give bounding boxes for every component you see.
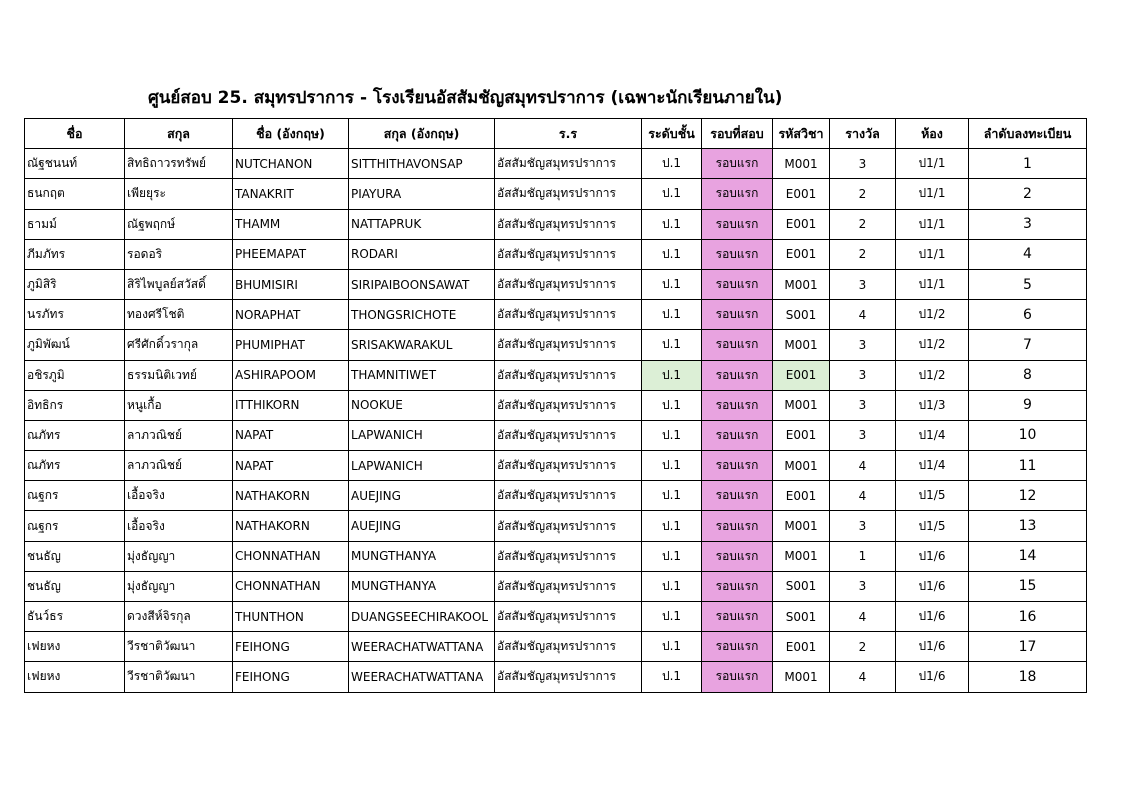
- cell-award: 3: [830, 390, 896, 420]
- cell-first-name: ธามม์: [25, 209, 125, 239]
- cell-grade: ป.1: [642, 541, 702, 571]
- cell-award: 3: [830, 511, 896, 541]
- cell-last-name: ดวงสีห์จิรกุล: [125, 602, 233, 632]
- cell-award: 4: [830, 451, 896, 481]
- cell-round: รอบแรก: [702, 511, 773, 541]
- table-row: [25, 239, 1087, 269]
- cell-first-name-en: FEIHONG: [233, 632, 349, 662]
- cell-round: รอบแรก: [702, 209, 773, 239]
- cell-last-name: เอื้อจริง: [125, 481, 233, 511]
- cell-round: รอบแรก: [702, 300, 773, 330]
- cell-first-name: ภูมิสิริ: [25, 269, 125, 299]
- cell-award: 4: [830, 662, 896, 692]
- cell-reg-order: 11: [969, 451, 1087, 481]
- cell-grade: ป.1: [642, 209, 702, 239]
- cell-first-name: ชนธัญ: [25, 541, 125, 571]
- cell-room: ป1/4: [896, 420, 969, 450]
- table-row: [25, 330, 1087, 360]
- header-reg-order: ลำดับลงทะเบียน: [969, 119, 1087, 149]
- cell-award: 2: [830, 179, 896, 209]
- cell-subject-code: E001: [773, 481, 830, 511]
- cell-grade: ป.1: [642, 330, 702, 360]
- header-grade: ระดับชั้น: [642, 119, 702, 149]
- table-row: [25, 390, 1087, 420]
- cell-last-name: ศรีศักดิ์วรากุล: [125, 330, 233, 360]
- cell-first-name-en: TANAKRIT: [233, 179, 349, 209]
- cell-grade: ป.1: [642, 239, 702, 269]
- cell-reg-order: 12: [969, 481, 1087, 511]
- cell-room: ป1/1: [896, 269, 969, 299]
- table-header-row: [25, 119, 1087, 149]
- cell-grade: ป.1: [642, 481, 702, 511]
- cell-last-name-en: PIAYURA: [349, 179, 495, 209]
- cell-round: รอบแรก: [702, 571, 773, 601]
- table-row: [25, 571, 1087, 601]
- cell-subject-code: E001: [773, 239, 830, 269]
- cell-room: ป1/1: [896, 179, 969, 209]
- cell-grade: ป.1: [642, 511, 702, 541]
- cell-school: อัสสัมชัญสมุทรปราการ: [495, 269, 642, 299]
- cell-last-name: วีรชาติวัฒนา: [125, 632, 233, 662]
- cell-room: ป1/5: [896, 511, 969, 541]
- cell-room: ป1/1: [896, 209, 969, 239]
- cell-reg-order: 1: [969, 149, 1087, 179]
- cell-last-name: ทองศรีโชติ: [125, 300, 233, 330]
- header-first-name-en: ชื่อ (อังกฤษ): [233, 119, 349, 149]
- cell-room: ป1/6: [896, 632, 969, 662]
- cell-award: 3: [830, 330, 896, 360]
- cell-room: ป1/2: [896, 360, 969, 390]
- cell-grade: ป.1: [642, 149, 702, 179]
- cell-last-name-en: LAPWANICH: [349, 420, 495, 450]
- cell-first-name-en: THAMM: [233, 209, 349, 239]
- header-room: ห้อง: [896, 119, 969, 149]
- cell-last-name: ธรรมนิติเวทย์: [125, 360, 233, 390]
- cell-grade: ป.1: [642, 300, 702, 330]
- cell-first-name: ณัฐชนนท์: [25, 149, 125, 179]
- cell-subject-code: E001: [773, 360, 830, 390]
- table-row: [25, 481, 1087, 511]
- cell-subject-code: M001: [773, 451, 830, 481]
- cell-first-name: ภูมิพัฒน์: [25, 330, 125, 360]
- cell-room: ป1/6: [896, 662, 969, 692]
- cell-reg-order: 15: [969, 571, 1087, 601]
- cell-award: 3: [830, 269, 896, 299]
- cell-first-name-en: NUTCHANON: [233, 149, 349, 179]
- cell-award: 2: [830, 239, 896, 269]
- cell-school: อัสสัมชัญสมุทรปราการ: [495, 390, 642, 420]
- cell-subject-code: M001: [773, 511, 830, 541]
- cell-last-name-en: DUANGSEECHIRAKOOL: [349, 602, 495, 632]
- header-subject-code: รหัสวิชา: [773, 119, 830, 149]
- table-row: [25, 149, 1087, 179]
- header-school: ร.ร: [495, 119, 642, 149]
- cell-grade: ป.1: [642, 632, 702, 662]
- cell-school: อัสสัมชัญสมุทรปราการ: [495, 541, 642, 571]
- cell-last-name-en: WEERACHATWATTANA: [349, 632, 495, 662]
- cell-school: อัสสัมชัญสมุทรปราการ: [495, 179, 642, 209]
- cell-first-name-en: BHUMISIRI: [233, 269, 349, 299]
- cell-school: อัสสัมชัญสมุทรปราการ: [495, 330, 642, 360]
- cell-school: อัสสัมชัญสมุทรปราการ: [495, 209, 642, 239]
- cell-last-name: เอื้อจริง: [125, 511, 233, 541]
- cell-school: อัสสัมชัญสมุทรปราการ: [495, 451, 642, 481]
- cell-first-name-en: PHUMIPHAT: [233, 330, 349, 360]
- cell-first-name-en: CHONNATHAN: [233, 571, 349, 601]
- cell-room: ป1/1: [896, 239, 969, 269]
- cell-first-name-en: PHEEMAPAT: [233, 239, 349, 269]
- cell-award: 1: [830, 541, 896, 571]
- cell-grade: ป.1: [642, 571, 702, 601]
- cell-school: อัสสัมชัญสมุทรปราการ: [495, 571, 642, 601]
- cell-award: 4: [830, 481, 896, 511]
- cell-subject-code: M001: [773, 390, 830, 420]
- cell-last-name: ณัฐพฤกษ์: [125, 209, 233, 239]
- cell-subject-code: M001: [773, 149, 830, 179]
- cell-last-name-en: SIRIPAIBOONSAWAT: [349, 269, 495, 299]
- cell-first-name-en: FEIHONG: [233, 662, 349, 692]
- cell-first-name-en: NAPAT: [233, 451, 349, 481]
- cell-last-name-en: SITTHITHAVONSAP: [349, 149, 495, 179]
- cell-school: อัสสัมชัญสมุทรปราการ: [495, 300, 642, 330]
- cell-first-name: ณฐกร: [25, 511, 125, 541]
- cell-last-name-en: AUEJING: [349, 511, 495, 541]
- cell-last-name-en: AUEJING: [349, 481, 495, 511]
- cell-reg-order: 18: [969, 662, 1087, 692]
- cell-last-name-en: THONGSRICHOTE: [349, 300, 495, 330]
- cell-school: อัสสัมชัญสมุทรปราการ: [495, 481, 642, 511]
- results-table: [24, 118, 1087, 693]
- cell-award: 3: [830, 420, 896, 450]
- cell-school: อัสสัมชัญสมุทรปราการ: [495, 360, 642, 390]
- cell-last-name-en: SRISAKWARAKUL: [349, 330, 495, 360]
- cell-subject-code: M001: [773, 662, 830, 692]
- table-row: [25, 209, 1087, 239]
- cell-last-name: มุ่งธัญญา: [125, 541, 233, 571]
- cell-reg-order: 7: [969, 330, 1087, 360]
- cell-room: ป1/6: [896, 571, 969, 601]
- cell-award: 2: [830, 209, 896, 239]
- header-last-name-en: สกุล (อังกฤษ): [349, 119, 495, 149]
- cell-round: รอบแรก: [702, 239, 773, 269]
- table-body: [25, 149, 1087, 692]
- cell-school: อัสสัมชัญสมุทรปราการ: [495, 662, 642, 692]
- table-row: [25, 300, 1087, 330]
- cell-round: รอบแรก: [702, 420, 773, 450]
- table-row: [25, 511, 1087, 541]
- cell-award: 3: [830, 571, 896, 601]
- table-row: [25, 541, 1087, 571]
- cell-award: 3: [830, 149, 896, 179]
- cell-round: รอบแรก: [702, 149, 773, 179]
- cell-reg-order: 6: [969, 300, 1087, 330]
- cell-reg-order: 2: [969, 179, 1087, 209]
- cell-subject-code: M001: [773, 330, 830, 360]
- cell-award: 4: [830, 300, 896, 330]
- cell-grade: ป.1: [642, 390, 702, 420]
- cell-last-name: วีรชาติวัฒนา: [125, 662, 233, 692]
- cell-subject-code: S001: [773, 300, 830, 330]
- cell-school: อัสสัมชัญสมุทรปราการ: [495, 511, 642, 541]
- cell-last-name: ลาภวณิชย์: [125, 420, 233, 450]
- cell-room: ป1/6: [896, 602, 969, 632]
- cell-first-name: ณฐกร: [25, 481, 125, 511]
- cell-award: 3: [830, 360, 896, 390]
- cell-first-name: ณภัทร: [25, 420, 125, 450]
- cell-room: ป1/2: [896, 300, 969, 330]
- cell-first-name: เฟยหง: [25, 632, 125, 662]
- cell-reg-order: 3: [969, 209, 1087, 239]
- cell-reg-order: 13: [969, 511, 1087, 541]
- cell-last-name: หนูเกื้อ: [125, 390, 233, 420]
- cell-award: 2: [830, 632, 896, 662]
- cell-first-name-en: ITTHIKORN: [233, 390, 349, 420]
- cell-round: รอบแรก: [702, 451, 773, 481]
- cell-room: ป1/2: [896, 330, 969, 360]
- cell-last-name-en: NOOKUE: [349, 390, 495, 420]
- cell-subject-code: S001: [773, 571, 830, 601]
- cell-grade: ป.1: [642, 179, 702, 209]
- cell-last-name-en: MUNGTHANYA: [349, 541, 495, 571]
- cell-first-name-en: NATHAKORN: [233, 511, 349, 541]
- cell-first-name: ณภัทร: [25, 451, 125, 481]
- cell-last-name: รอดอริ: [125, 239, 233, 269]
- cell-reg-order: 5: [969, 269, 1087, 299]
- cell-reg-order: 4: [969, 239, 1087, 269]
- cell-first-name-en: NATHAKORN: [233, 481, 349, 511]
- cell-reg-order: 14: [969, 541, 1087, 571]
- cell-reg-order: 10: [969, 420, 1087, 450]
- cell-subject-code: S001: [773, 602, 830, 632]
- cell-last-name-en: THAMNITIWET: [349, 360, 495, 390]
- cell-grade: ป.1: [642, 269, 702, 299]
- cell-first-name: นรภัทร: [25, 300, 125, 330]
- cell-reg-order: 17: [969, 632, 1087, 662]
- cell-subject-code: E001: [773, 632, 830, 662]
- cell-school: อัสสัมชัญสมุทรปราการ: [495, 602, 642, 632]
- header-round: รอบที่สอบ: [702, 119, 773, 149]
- cell-grade: ป.1: [642, 662, 702, 692]
- cell-reg-order: 8: [969, 360, 1087, 390]
- cell-award: 4: [830, 602, 896, 632]
- cell-school: อัสสัมชัญสมุทรปราการ: [495, 239, 642, 269]
- cell-first-name-en: THUNTHON: [233, 602, 349, 632]
- cell-first-name: เฟยหง: [25, 662, 125, 692]
- cell-last-name: สิริไพบูลย์สวัสดิ์: [125, 269, 233, 299]
- cell-round: รอบแรก: [702, 360, 773, 390]
- cell-grade: ป.1: [642, 602, 702, 632]
- cell-subject-code: E001: [773, 420, 830, 450]
- cell-room: ป1/5: [896, 481, 969, 511]
- cell-grade: ป.1: [642, 451, 702, 481]
- cell-first-name: ภีมภัทร: [25, 239, 125, 269]
- cell-last-name-en: RODARI: [349, 239, 495, 269]
- cell-round: รอบแรก: [702, 662, 773, 692]
- table-row: [25, 662, 1087, 692]
- cell-last-name-en: NATTAPRUK: [349, 209, 495, 239]
- table-row: [25, 451, 1087, 481]
- cell-room: ป1/3: [896, 390, 969, 420]
- cell-last-name: ลาภวณิชย์: [125, 451, 233, 481]
- cell-round: รอบแรก: [702, 541, 773, 571]
- cell-room: ป1/4: [896, 451, 969, 481]
- table-row: [25, 269, 1087, 299]
- cell-first-name-en: NORAPHAT: [233, 300, 349, 330]
- cell-reg-order: 9: [969, 390, 1087, 420]
- table-row: [25, 420, 1087, 450]
- cell-room: ป1/6: [896, 541, 969, 571]
- cell-school: อัสสัมชัญสมุทรปราการ: [495, 632, 642, 662]
- cell-first-name: อิทธิกร: [25, 390, 125, 420]
- cell-last-name-en: LAPWANICH: [349, 451, 495, 481]
- cell-subject-code: E001: [773, 209, 830, 239]
- cell-reg-order: 16: [969, 602, 1087, 632]
- cell-first-name: ธนกฤต: [25, 179, 125, 209]
- table-row: [25, 179, 1087, 209]
- cell-school: อัสสัมชัญสมุทรปราการ: [495, 149, 642, 179]
- cell-grade: ป.1: [642, 420, 702, 450]
- cell-round: รอบแรก: [702, 390, 773, 420]
- header-last-name: สกุล: [125, 119, 233, 149]
- cell-school: อัสสัมชัญสมุทรปราการ: [495, 420, 642, 450]
- cell-grade: ป.1: [642, 360, 702, 390]
- header-award: รางวัล: [830, 119, 896, 149]
- cell-round: รอบแรก: [702, 481, 773, 511]
- header-first-name: ชื่อ: [25, 119, 125, 149]
- cell-first-name: อชิรภูมิ: [25, 360, 125, 390]
- cell-room: ป1/1: [896, 149, 969, 179]
- cell-round: รอบแรก: [702, 269, 773, 299]
- cell-last-name: สิทธิถาวรทรัพย์: [125, 149, 233, 179]
- cell-subject-code: M001: [773, 541, 830, 571]
- cell-round: รอบแรก: [702, 632, 773, 662]
- cell-last-name: มุ่งธัญญา: [125, 571, 233, 601]
- page-title: ศูนย์สอบ 25. สมุทรปราการ - โรงเรียนอัสสัมชัญสมุทรปราการ (เฉพาะนักเรียนภายใน): [148, 88, 783, 108]
- table-row: [25, 602, 1087, 632]
- cell-round: รอบแรก: [702, 179, 773, 209]
- cell-first-name-en: CHONNATHAN: [233, 541, 349, 571]
- cell-first-name: ธันว์ธร: [25, 602, 125, 632]
- cell-last-name-en: WEERACHATWATTANA: [349, 662, 495, 692]
- cell-round: รอบแรก: [702, 330, 773, 360]
- cell-subject-code: M001: [773, 269, 830, 299]
- table-row: [25, 632, 1087, 662]
- cell-round: รอบแรก: [702, 602, 773, 632]
- cell-first-name-en: ASHIRAPOOM: [233, 360, 349, 390]
- cell-subject-code: E001: [773, 179, 830, 209]
- table-row: [25, 360, 1087, 390]
- cell-last-name-en: MUNGTHANYA: [349, 571, 495, 601]
- cell-first-name: ชนธัญ: [25, 571, 125, 601]
- cell-first-name-en: NAPAT: [233, 420, 349, 450]
- cell-last-name: เพียยุระ: [125, 179, 233, 209]
